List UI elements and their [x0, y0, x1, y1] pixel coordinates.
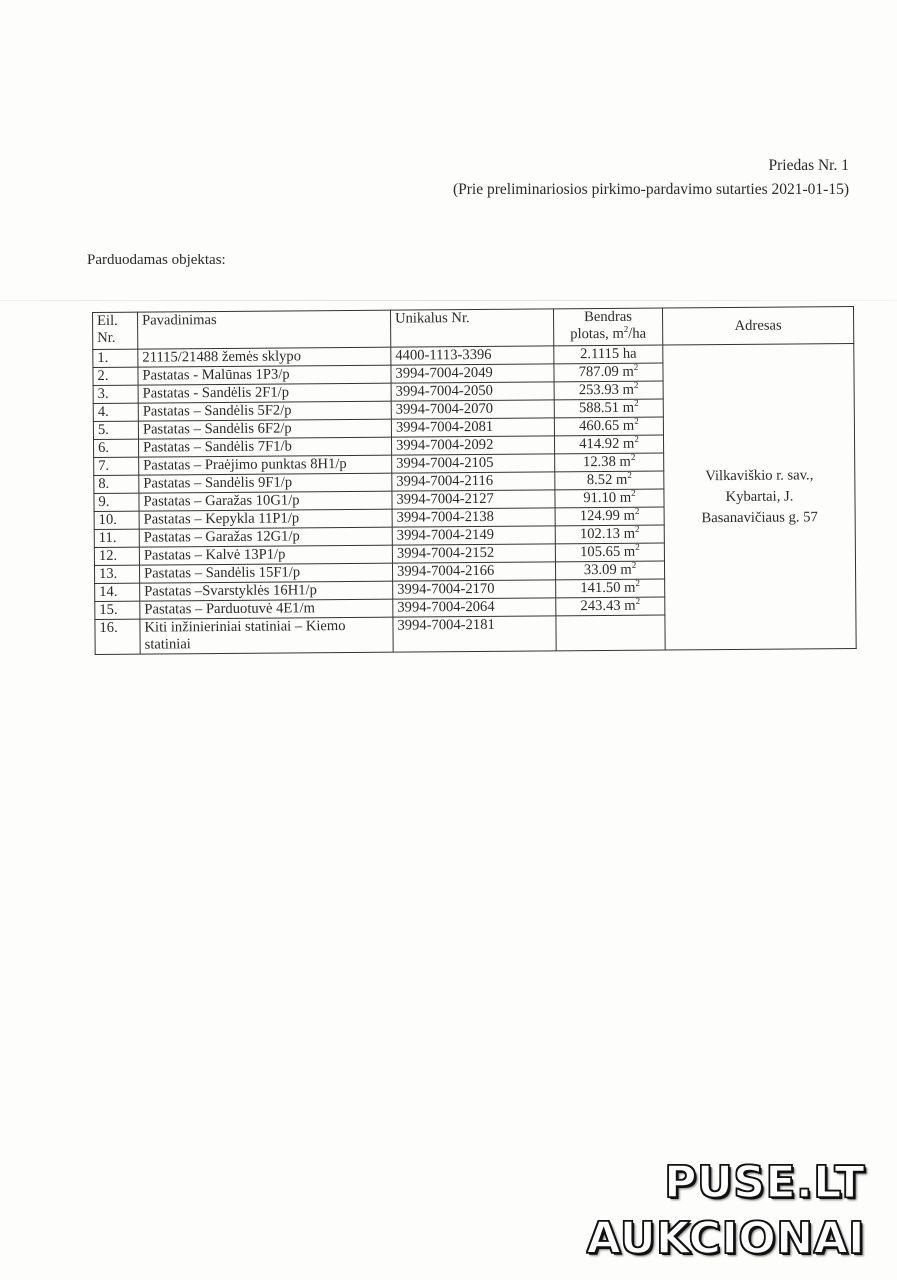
row-name: Pastatas – Garažas 10G1/p: [139, 491, 392, 511]
row-area-value: 460.65 m: [579, 417, 635, 435]
row-area-unit-sup: 2: [631, 559, 637, 570]
row-number: 5.: [93, 421, 138, 439]
row-code: 3994-7004-2081: [391, 418, 554, 437]
header-area-line2-end: /ha: [628, 325, 647, 342]
row-area: [554, 363, 663, 382]
row-area-value: 91.10 m: [583, 489, 632, 507]
row-area-unit-sup: 2: [634, 415, 639, 426]
header-area-line2: plotas, m: [570, 325, 624, 343]
row-number: 13.: [94, 565, 139, 583]
row-area: [554, 417, 663, 436]
header-no: Eil. Nr.: [93, 312, 138, 349]
row-area: [554, 381, 663, 400]
header-area: [553, 308, 662, 346]
row-code: 4400-1113-3396: [391, 346, 554, 365]
row-name: Pastatas – Kalvė 13P1/p: [139, 545, 392, 565]
row-area-unit-sup: 2: [635, 577, 640, 588]
row-area-value: 787.09 m: [578, 363, 634, 381]
row-number: 4.: [93, 403, 138, 421]
row-area-value: 588.51 m: [578, 399, 635, 417]
row-number: 10.: [94, 511, 139, 529]
row-number: 8.: [94, 475, 139, 493]
row-area-unit-sup: 2: [634, 397, 639, 408]
row-area-value: 141.50 m: [580, 579, 636, 597]
row-number: 15.: [95, 601, 140, 619]
header-area-line1: Bendras: [584, 308, 633, 326]
row-code: 3994-7004-2050: [391, 382, 554, 401]
header-name: Pavadinimas: [138, 310, 391, 349]
row-code: 3994-7004-2170: [393, 580, 556, 599]
row-area: [556, 615, 665, 651]
row-number: 7.: [94, 457, 139, 475]
row-area-value: 253.93 m: [578, 381, 635, 399]
row-code: 3994-7004-2181: [393, 616, 556, 652]
header-code: Unikalus Nr.: [390, 309, 553, 347]
row-area-value: 12.38 m: [582, 453, 631, 471]
row-code: 3994-7004-2138: [392, 508, 555, 527]
row-name: Pastatas - Malūnas 1P3/p: [138, 365, 391, 385]
row-name: Pastatas – Sandėlis 9F1/p: [139, 473, 392, 493]
row-number: 9.: [94, 493, 139, 511]
row-code: 3994-7004-2127: [392, 490, 555, 509]
annex-header: [453, 154, 849, 202]
row-number: 14.: [95, 583, 140, 601]
intro-text: Parduodamas objektas:: [87, 252, 226, 268]
header-address: Adresas: [662, 307, 853, 345]
row-number: 6.: [94, 439, 139, 457]
annex-reference: (Prie preliminariosios pirkimo-pardavimo sutarties 2021-01-15): [452, 181, 849, 198]
row-area: [556, 597, 665, 616]
row-area-unit-sup: 2: [634, 433, 639, 444]
row-area-value: 102.13 m: [579, 525, 636, 543]
row-area-unit-sup: 2: [634, 505, 640, 516]
row-name: Pastatas - Sandėlis 2F1/p: [138, 383, 391, 403]
table-body: [93, 344, 856, 655]
row-code: 3994-7004-2070: [391, 400, 554, 419]
annex-number: Priedas Nr. 1: [768, 157, 849, 174]
row-area-value: 124.99 m: [579, 507, 635, 525]
row-area: [555, 471, 664, 490]
row-area-unit-sup: 2: [635, 595, 641, 606]
row-area-value: 8.52 m: [586, 471, 628, 489]
row-area-unit-sup: 2: [633, 361, 639, 372]
row-name: Kiti inžinieriniai statiniai – Kiemo statiniai: [140, 617, 393, 654]
row-code: 3994-7004-2049: [391, 364, 554, 383]
row-code: 3994-7004-2149: [392, 526, 555, 545]
row-code: 3994-7004-2116: [392, 472, 555, 491]
row-area-unit-sup: 2: [633, 379, 639, 390]
row-name: Pastatas – Praėjimo punktas 8H1/p: [139, 455, 392, 475]
row-area: [555, 507, 664, 526]
objects-table: [92, 306, 857, 655]
row-number: 1.: [93, 349, 138, 367]
row-area-unit-sup: 2: [635, 541, 640, 552]
watermark-line2: AUKCIONAI: [586, 1213, 865, 1264]
address-line2: Kybartai, J.: [725, 487, 794, 505]
puse-lt-watermark: [587, 1155, 865, 1267]
row-area-value: 33.09 m: [583, 561, 632, 579]
row-area-unit-sup: 2: [630, 451, 636, 462]
row-area-value: 243.43 m: [580, 597, 636, 615]
row-name: Pastatas – Sandėlis 15F1/p: [139, 563, 392, 583]
address-cell: [663, 344, 856, 650]
scan-edge-line: [0, 300, 897, 301]
row-area: [555, 543, 664, 562]
row-area-value: 414.92 m: [579, 435, 635, 453]
row-area: [554, 435, 663, 454]
watermark-line1: PUSE.LT: [664, 1157, 865, 1208]
row-area: [556, 579, 665, 598]
row-code: 3994-7004-2152: [392, 544, 555, 563]
row-name: Pastatas – Parduotuvė 4E1/m: [140, 599, 393, 619]
row-area: [554, 399, 663, 418]
row-name: Pastatas –Svarstyklės 16H1/p: [140, 581, 393, 601]
row-area: [555, 453, 664, 472]
row-area-value: 2.1115 ha: [580, 345, 637, 363]
row-area: [555, 525, 664, 544]
row-name: Pastatas – Sandėlis 6F2/p: [138, 419, 391, 439]
row-area-unit-sup: 2: [634, 523, 640, 534]
row-code: 3994-7004-2166: [392, 562, 555, 581]
row-number: 2.: [93, 367, 138, 385]
row-number: 11.: [94, 529, 139, 547]
row-number: 3.: [93, 385, 138, 403]
row-name: Pastatas – Sandėlis 5F2/p: [138, 401, 391, 421]
row-area-value: 105.65 m: [580, 543, 636, 561]
row-name: Pastatas – Garažas 12G1/p: [139, 527, 392, 547]
table-header-row: [93, 307, 854, 350]
row-area: [555, 489, 664, 508]
row-number: 12.: [94, 547, 139, 565]
row-name: 21115/21488 žemės sklypo: [138, 347, 391, 367]
row-code: 3994-7004-2105: [392, 454, 555, 473]
address-line1: Vilkaviškio r. sav.,: [705, 466, 814, 484]
row-name: Pastatas – Sandėlis 7F1/b: [138, 437, 391, 457]
row-area-unit-sup: 2: [627, 469, 632, 480]
row-area-unit-sup: 2: [631, 487, 636, 498]
address-line3: Basanavičiaus g. 57: [701, 508, 818, 526]
row-code: 3994-7004-2064: [393, 598, 556, 617]
row-area: [554, 345, 663, 364]
row-name: Pastatas – Kepykla 11P1/p: [139, 509, 392, 529]
header-area-sup: 2: [623, 323, 629, 334]
row-code: 3994-7004-2092: [391, 436, 554, 455]
row-number: 16.: [95, 619, 140, 654]
row-area: [555, 561, 664, 580]
